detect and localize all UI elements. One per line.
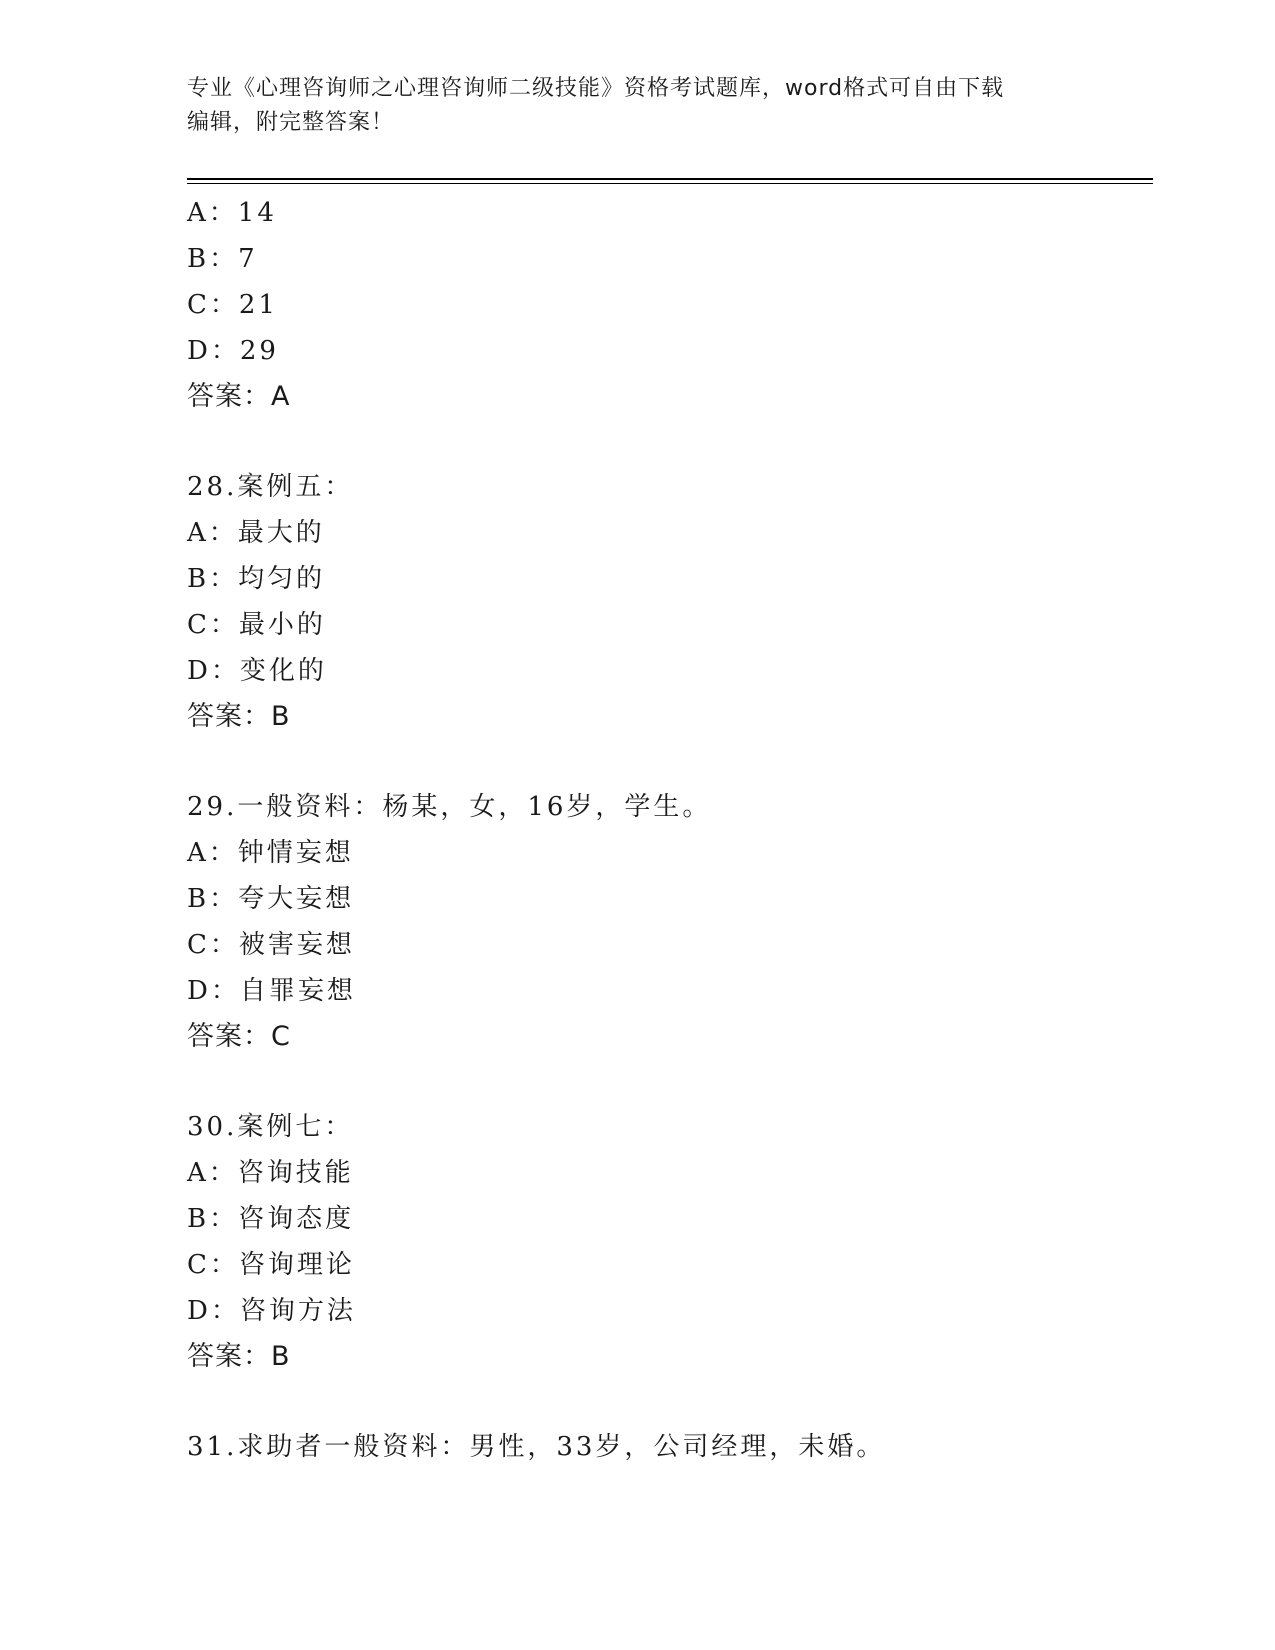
option-a: A：咨询技能 bbox=[187, 1158, 354, 1188]
option-d: D：29 bbox=[187, 336, 279, 366]
option-b: B：夸大妄想 bbox=[187, 884, 355, 914]
header-divider-thick bbox=[187, 178, 1153, 180]
answer-line: 答案：C bbox=[187, 1021, 291, 1052]
option-b: B：咨询态度 bbox=[187, 1204, 355, 1234]
option-a: A：钟情妄想 bbox=[187, 838, 354, 868]
option-d: D：自罪妄想 bbox=[187, 976, 356, 1006]
question-stem: 31.求助者一般资料：男性，33岁，公司经理，未婚。 bbox=[187, 1432, 886, 1462]
option-c: C：被害妄想 bbox=[187, 930, 355, 960]
answer-line: 答案：B bbox=[187, 1341, 291, 1372]
block-spacer bbox=[187, 420, 1153, 464]
option-c: C：21 bbox=[187, 290, 278, 320]
question-stem: 28.案例五： bbox=[187, 472, 354, 502]
question-stem: 29.一般资料：杨某，女，16岁，学生。 bbox=[187, 792, 712, 822]
header-line-1: 专业《心理咨询师之心理咨询师二级技能》资格考试题库，word格式可自由下载 bbox=[187, 76, 1005, 101]
question-stem: 30.案例七： bbox=[187, 1112, 354, 1142]
header-line-2: 编辑，附完整答案！ bbox=[187, 110, 395, 135]
block-spacer bbox=[187, 740, 1153, 784]
question-block-continued bbox=[187, 190, 1153, 420]
option-d: D：咨询方法 bbox=[187, 1296, 356, 1326]
question-list bbox=[187, 190, 1153, 1470]
block-spacer bbox=[187, 1380, 1153, 1424]
document-header bbox=[187, 72, 1087, 140]
question-block-30 bbox=[187, 1104, 1153, 1380]
option-c: C：最小的 bbox=[187, 610, 326, 640]
answer-line: 答案：B bbox=[187, 701, 291, 732]
option-b: B：均匀的 bbox=[187, 564, 326, 594]
option-b: B：7 bbox=[187, 244, 258, 274]
header-divider-thin bbox=[187, 183, 1153, 184]
question-block-29 bbox=[187, 784, 1153, 1060]
option-a: A：14 bbox=[187, 198, 277, 228]
question-block-28 bbox=[187, 464, 1153, 740]
answer-line: 答案：A bbox=[187, 381, 291, 412]
block-spacer bbox=[187, 1060, 1153, 1104]
option-d: D：变化的 bbox=[187, 656, 327, 686]
question-block-31 bbox=[187, 1424, 1153, 1470]
option-c: C：咨询理论 bbox=[187, 1250, 355, 1280]
option-a: A：最大的 bbox=[187, 518, 325, 548]
